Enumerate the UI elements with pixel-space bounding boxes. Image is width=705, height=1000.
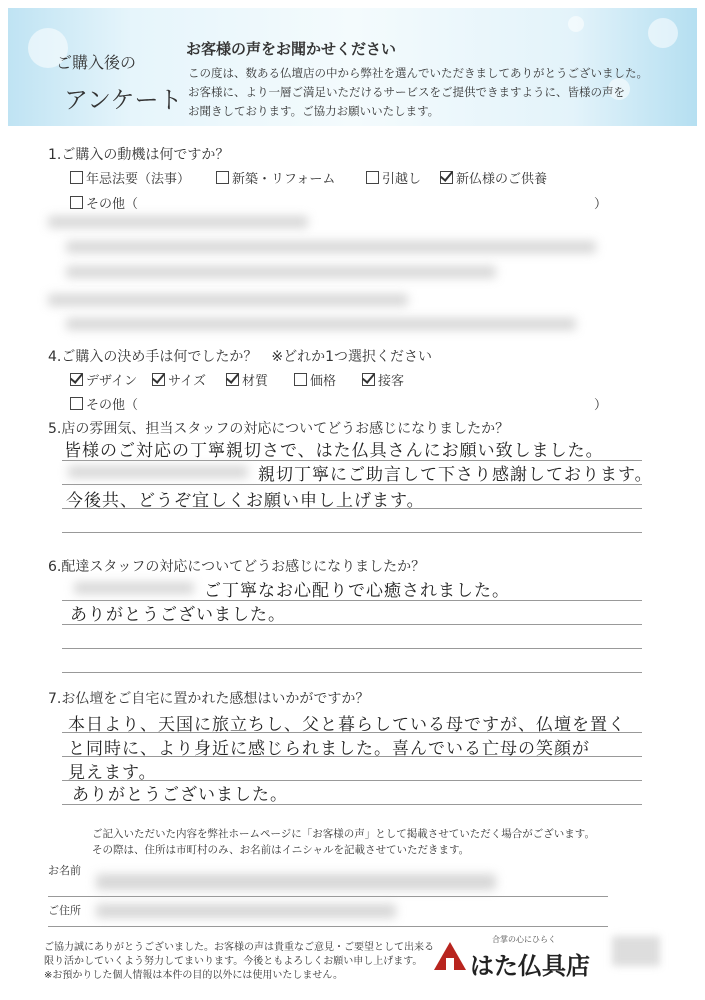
checkbox-checked[interactable] [226,373,239,386]
address-field-redacted[interactable] [96,904,396,918]
question-6: 6.配達スタッフの対応についてどうお感じになりましたか？ [48,559,426,575]
redacted-block [66,266,496,278]
logo-name: はた仏具店 [470,952,590,980]
intro-line: お客様に、より一層ご満足いただけるサービスをご提供できますように、皆様の声を [188,85,625,99]
checkbox[interactable] [70,397,83,410]
question-1: 1.ご購入の動機は何ですか？ [48,147,230,163]
note-line: その際は、住所は市町村のみ、お名前はイニシャルを記載させていただきます。 [92,844,470,856]
name-field-redacted[interactable] [96,874,496,890]
logo-tagline: 合掌の心にひらく [492,935,556,944]
checkbox[interactable] [70,171,83,184]
redacted-block [66,318,576,330]
name-label: お名前 [48,864,81,877]
answer-line [62,648,642,649]
q4-option[interactable]: 価格 [294,370,336,389]
header-main-title: アンケート [64,86,183,114]
checkbox-checked[interactable] [70,373,83,386]
q4-other[interactable]: その他（ [70,394,138,413]
logo-mark-icon [432,940,468,972]
q6-answer-line: ご丁寧なお心配りで心癒されました。 [204,581,510,601]
note-line: ご記入いただいた内容を弊社ホームページに「お客様の声」として掲載させていただく場合がございます。 [92,828,595,840]
redacted-block [68,466,248,478]
header-banner [8,8,697,126]
q1-option[interactable]: 新築・リフォーム [216,168,335,187]
q1-option[interactable]: 引越し [366,168,421,187]
answer-line [62,672,642,673]
checkbox-checked[interactable] [440,171,453,184]
q6-answer-line: ありがとうございました。 [70,605,286,625]
checkbox[interactable] [294,373,307,386]
q4-option[interactable]: 接客 [362,370,404,389]
header-subtitle: ご購入後の [56,53,137,72]
q1-other[interactable]: その他（ [70,193,138,212]
q7-answer-line: 見えます。 [68,763,157,783]
address-underline [48,926,608,927]
checkbox-checked[interactable] [152,373,165,386]
redacted-block [66,241,596,253]
q5-answer-line: 今後共、どうぞ宜しくお願い申し上げます。 [66,491,425,511]
stamp-redacted [612,936,660,966]
question-7: 7.お仏壇をご自宅に置かれた感想はいかがですか？ [48,691,370,707]
intro-line: この度は、数ある仏壇店の中から弊社を選んでいただきましてありがとうございました。 [188,66,648,80]
q7-answer-line: 本日より、天国に旅立ちし、父と暮らしている母ですが、仏壇を置く [68,715,626,735]
checkbox[interactable] [70,196,83,209]
checkbox-checked[interactable] [362,373,375,386]
q7-answer-line: と同時に、より身近に感じられました。喜んでいる亡母の笑顔が [68,739,590,759]
answer-line [62,532,642,533]
q5-answer-line: 皆様のご対応の丁寧親切さで、はた仏具さんにお願い致しました。 [64,441,604,461]
intro-line: お聞きしております。ご協力お願いいたします。 [188,104,440,118]
question-5: 5.店の雰囲気、担当スタッフの対応についてどうお感じになりましたか？ [48,421,510,437]
q1-option[interactable]: 年忌法要（法事） [70,168,190,187]
address-label: ご住所 [48,904,81,917]
question-4: 4.ご購入の決め手は何でしたか？ ※どれか1つ選択ください [48,349,432,365]
header-heading: お客様の声をお聞かせください [186,40,397,58]
redacted-block [48,294,408,306]
q4-option[interactable]: 材質 [226,370,268,389]
q4-option[interactable]: サイズ [152,370,206,389]
footer-line: ご協力誠にありがとうございました。お客様の声は貴重なご意見・ご要望として出来る [44,942,434,953]
q4-option[interactable]: デザイン [70,370,137,389]
redacted-block [48,216,308,228]
checkbox[interactable] [216,171,229,184]
q5-answer-line: 親切丁寧にご助言して下さり感謝しております。 [258,465,653,485]
close-paren: ） [594,398,608,413]
redacted-block [74,582,194,594]
q7-answer-line: ありがとうございました。 [72,785,288,805]
name-underline [48,896,608,897]
q1-option[interactable]: 新仏様のご供養 [440,168,547,187]
footer-line: 限り活かしていくよう努力してまいります。今後ともよろしくお願い申し上げます。 [44,956,423,967]
checkbox[interactable] [366,171,379,184]
header-intro [188,64,698,121]
close-paren: ） [594,197,608,212]
footer-line: ※お預かりした個人情報は本件の目的以外には使用いたしません。 [44,970,343,981]
